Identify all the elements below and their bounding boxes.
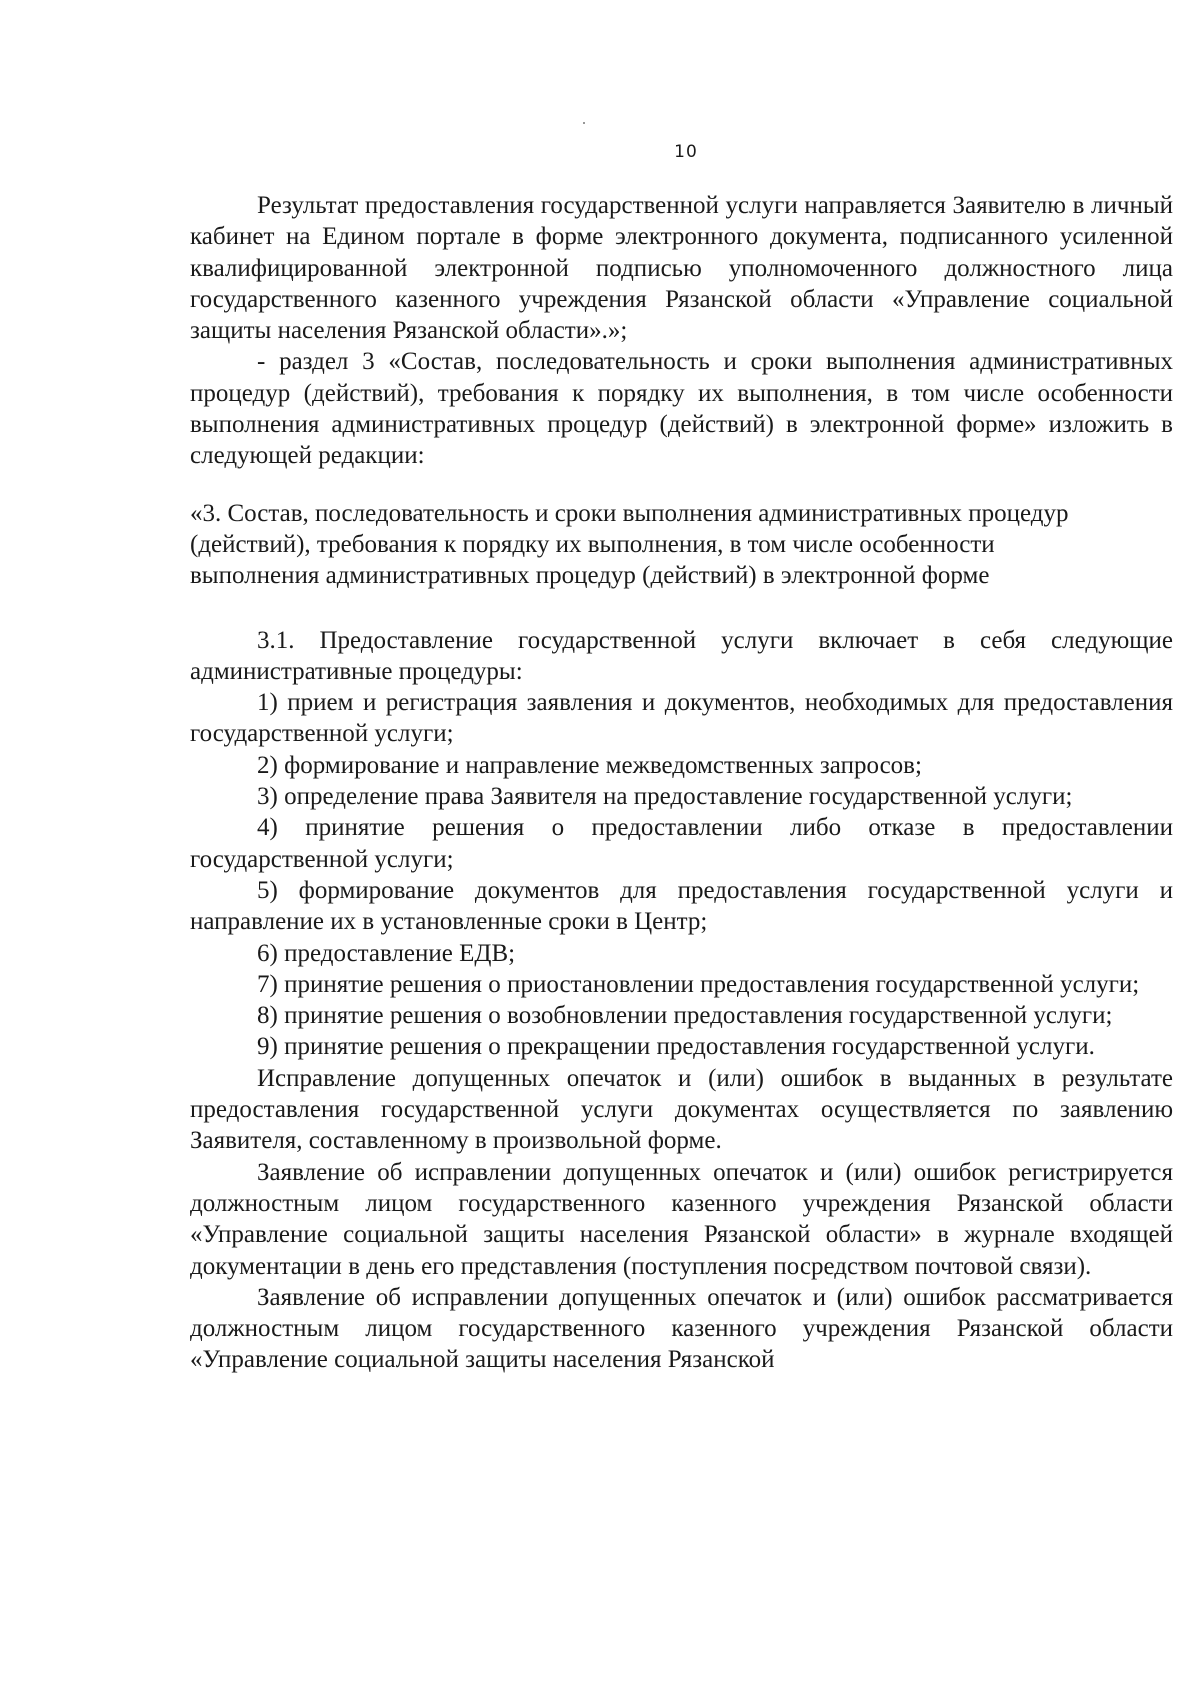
procedure-item-8: 8) принятие решения о возобновлении предоставления государственной услуги; — [257, 1002, 1113, 1030]
paragraph-section-3-amendment: - раздел 3 «Состав, последовательность и сроки выполнения административных процедур (действий), требования к порядку их выполнения, в том числе особенности выполнения административных процедур (действий) в электронной форме» изложить в следующей редакции: — [190, 348, 1173, 470]
procedure-item-3: 3) определение права Заявителя на предоставление государственной услуги; — [257, 783, 1073, 811]
scan-speck — [583, 122, 585, 124]
procedure-item-7: 7) принятие решения о приостановлении предоставления государственной услуги; — [257, 970, 1140, 998]
procedure-item-9: 9) принятие решения о прекращении предоставления государственной услуги. — [257, 1033, 1095, 1061]
paragraph-result-delivery: Результат предоставления государственной услуги направляется Заявителю в личный кабинет на Едином портале в форме электронного документа, подписанного усиленной квалифицированной электронной подписью уполномоченного должностного лица государственного казенного учреждения Рязанской области «Управление социальной защиты населения Рязанской области».»; — [190, 192, 1173, 345]
document-body — [190, 190, 1173, 1376]
procedure-item-1: 1) прием и регистрация заявления и документов, необходимых для предоставления государственной услуги; — [190, 689, 1173, 748]
procedure-item-4: 4) принятие решения о предоставлении либо отказе в предоставлении государственной услуги; — [190, 814, 1173, 873]
page-number: 10 — [674, 142, 698, 162]
section-heading-line-1: «3. Состав, последовательность и сроки выполнения административных процедур — [190, 499, 1069, 527]
procedure-item-5: 5) формирование документов для предоставления государственной услуги и направление их в установленные сроки в Центр; — [190, 876, 1173, 936]
section-heading-line-3: выполнения административных процедур (действий) в электронной форме — [190, 562, 990, 590]
paragraph-3-1-intro: 3.1. Предоставление государственной услуги включает в себя следующие административные процедуры: — [190, 626, 1173, 685]
paragraph-correction-review: Заявление об исправлении допущенных опечаток и (или) ошибок рассматривается должностным лицом государственного казенного учреждения Рязанской области «Управление социальной защиты населения Рязанской — [190, 1283, 1173, 1374]
paragraph-correction-registration: Заявление об исправлении допущенных опечаток и (или) ошибок регистрируется должностным лицом государственного казенного учреждения Рязанской области «Управление социальной защиты населения Рязанской области» в журнале входящей документации в день его представления (поступления посредством почтовой связи). — [190, 1158, 1173, 1280]
section-heading — [190, 498, 1173, 592]
paragraph-typo-correction: Исправление допущенных опечаток и (или) ошибок в выданных в результате предоставления государственной услуги документах осуществляется по заявлению Заявителя, составленному в произвольной форме. — [190, 1064, 1173, 1155]
procedure-item-6: 6) предоставление ЕДВ; — [257, 939, 516, 967]
section-heading-line-2: (действий), требования к порядку их выполнения, в том числе особенности — [190, 530, 995, 558]
procedure-item-2: 2) формирование и направление межведомственных запросов; — [257, 751, 922, 779]
